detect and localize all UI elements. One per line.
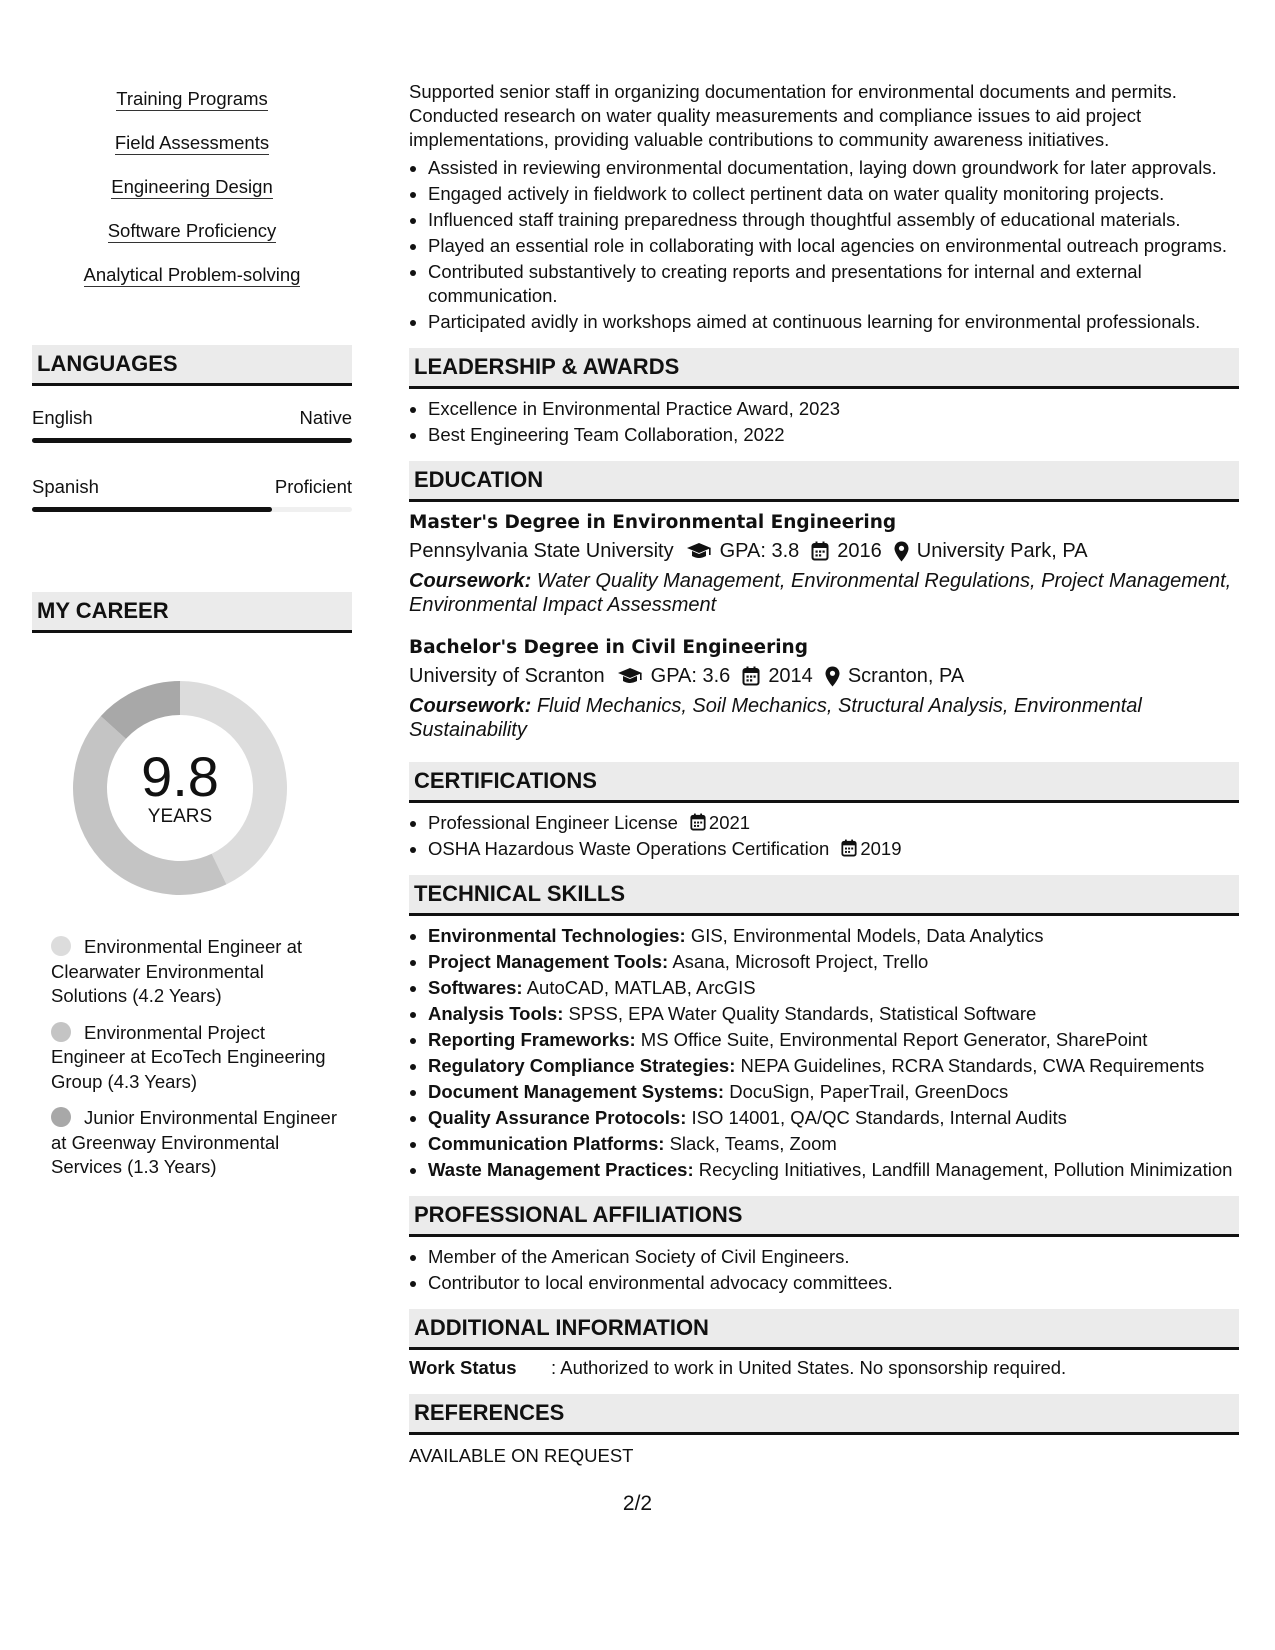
language-bar	[32, 438, 352, 443]
skill-category: Project Management Tools:	[428, 951, 669, 972]
graduation-year: 2014	[768, 665, 813, 687]
list-item: • Excellence in Environmental Practice Award, 2023	[428, 397, 1239, 421]
list-item: • Played an essential role in collaborating with local agencies on environmental outreach programs.	[428, 234, 1239, 258]
skills-list	[32, 88, 352, 308]
skill-category: Reporting Frameworks:	[428, 1029, 636, 1050]
degree-title: Master's Degree in Environmental Engineering	[409, 512, 897, 533]
graduation-cap-icon	[617, 667, 643, 685]
list-item: • Assisted in reviewing environmental documentation, laying down groundwork for later approvals.	[428, 156, 1239, 180]
language-level: Native	[299, 407, 352, 428]
skill-values: MS Office Suite, Environmental Report Generator, SharePoint	[640, 1029, 1148, 1050]
donut-center	[65, 673, 295, 903]
school-location: University Park, PA	[916, 540, 1088, 562]
education-entry	[409, 635, 1239, 742]
list-item: • Influenced staff training preparedness through thoughtful assembly of educational materials.	[428, 208, 1239, 232]
education-heading: EDUCATION	[409, 461, 1239, 502]
leadership-heading: LEADERSHIP & AWARDS	[409, 348, 1239, 389]
skill-category: Analysis Tools:	[428, 1003, 564, 1024]
career-heading: MY CAREER	[32, 592, 352, 633]
certification-year: 2019	[860, 838, 902, 859]
references-heading: REFERENCES	[409, 1394, 1239, 1435]
skill-item: Engineering Design	[111, 176, 273, 197]
coursework	[409, 569, 1239, 617]
additional-info-heading: ADDITIONAL INFORMATION	[409, 1309, 1239, 1350]
career-legend-item	[51, 1021, 341, 1095]
coursework-text: Fluid Mechanics, Soil Mechanics, Structural Analysis, Environmental Sustainability	[409, 695, 1142, 741]
legend-dot	[51, 1107, 71, 1127]
technical-skills-section	[409, 875, 1239, 1182]
location-pin-icon	[825, 666, 840, 687]
calendar-icon	[841, 839, 857, 857]
school-name: University of Scranton	[409, 665, 605, 687]
education-entry	[409, 510, 1239, 617]
skill-category: Softwares:	[428, 977, 523, 998]
language-row	[32, 407, 352, 429]
languages-section	[32, 345, 352, 512]
skill-category: Communication Platforms:	[428, 1133, 665, 1154]
language-bar-fill	[32, 438, 352, 443]
technical-skills-list	[409, 924, 1239, 1182]
career-legend	[32, 935, 341, 1180]
experience-summary: Supported senior staff in organizing documentation for environmental documents and permits. Conducted research on water quality measurements and compliance issues to aid project implementations, providing valuable contributions to community awareness initiatives.	[409, 81, 1177, 150]
page-number: 2/2	[622, 1492, 653, 1515]
list-item: • Participated avidly in workshops aimed at continuous learning for environmental professionals.	[428, 310, 1239, 334]
coursework-text: Water Quality Management, Environmental Regulations, Project Management, Environmental Impact Assessment	[409, 570, 1232, 616]
certification-year: 2021	[708, 812, 751, 833]
language-row	[32, 476, 352, 498]
work-status-value: : Authorized to work in United States. No sponsorship required.	[551, 1357, 1067, 1378]
skill-category: Regulatory Compliance Strategies:	[428, 1055, 736, 1076]
career-years-unit: YEARS	[147, 806, 213, 827]
language-name: Spanish	[32, 476, 99, 497]
skill-item: Field Assessments	[114, 132, 270, 153]
technical-skills-heading: TECHNICAL SKILLS	[409, 875, 1239, 916]
gpa: GPA: 3.6	[650, 665, 731, 687]
references-text: AVAILABLE ON REQUEST	[409, 1445, 634, 1466]
career-legend-item	[51, 935, 341, 1009]
certifications-section	[409, 762, 1239, 861]
legend-dot	[51, 936, 71, 956]
career-years-total: 9.8	[141, 745, 219, 808]
work-status-row	[409, 1356, 1239, 1380]
graduation-year: 2016	[837, 540, 882, 562]
skill-item: Analytical Problem-solving	[83, 264, 301, 285]
education-meta	[409, 661, 1239, 691]
calendar-icon	[811, 541, 829, 561]
location-pin-icon	[894, 541, 909, 562]
list-item	[428, 1132, 1239, 1156]
skill-values: DocuSign, PaperTrail, GreenDocs	[729, 1081, 1009, 1102]
language-bar	[32, 507, 352, 512]
list-item	[428, 1054, 1239, 1078]
education-meta	[409, 536, 1239, 566]
gpa: GPA: 3.8	[719, 540, 800, 562]
coursework-label: Coursework:	[409, 570, 532, 592]
list-item	[428, 1080, 1239, 1104]
skill-values: Slack, Teams, Zoom	[669, 1133, 837, 1154]
list-item	[428, 976, 1239, 1000]
leadership-list	[409, 397, 1239, 447]
career-section	[32, 592, 352, 1192]
list-item	[428, 811, 1239, 835]
skill-category: Environmental Technologies:	[428, 925, 686, 946]
language-bar-fill	[32, 507, 272, 512]
list-item: • Member of the American Society of Civil Engineers.	[428, 1245, 1239, 1269]
experience-bullets	[409, 156, 1239, 334]
list-item	[428, 924, 1239, 948]
skill-category: Waste Management Practices:	[428, 1159, 694, 1180]
skill-item: Software Proficiency	[107, 220, 277, 241]
career-donut-chart	[65, 673, 295, 903]
skill-values: ISO 14001, QA/QC Standards, Internal Audits	[691, 1107, 1067, 1128]
career-legend-label: Environmental Engineer at Clearwater Environmental Solutions (4.2 Years)	[51, 936, 303, 1006]
skill-values: GIS, Environmental Models, Data Analytics	[690, 925, 1044, 946]
leadership-section	[409, 348, 1239, 447]
list-item: • Best Engineering Team Collaboration, 2022	[428, 423, 1239, 447]
languages-heading: LANGUAGES	[32, 345, 352, 386]
skill-values: Asana, Microsoft Project, Trello	[672, 951, 929, 972]
references-section	[409, 1394, 1239, 1467]
additional-info-section	[409, 1309, 1239, 1380]
skill-values: AutoCAD, MATLAB, ArcGIS	[526, 977, 756, 998]
right-column	[409, 80, 1239, 1467]
certification-name: Professional Engineer License	[428, 812, 678, 833]
affiliations-heading: PROFESSIONAL AFFILIATIONS	[409, 1196, 1239, 1237]
list-item	[428, 950, 1239, 974]
school-location: Scranton, PA	[847, 665, 965, 687]
list-item: • Engaged actively in fieldwork to collect pertinent data on water quality monitoring projects.	[428, 182, 1239, 206]
skill-item: Training Programs	[116, 88, 268, 109]
list-item: • Contributor to local environmental advocacy committees.	[428, 1271, 1239, 1295]
skill-category: Quality Assurance Protocols:	[428, 1107, 687, 1128]
coursework	[409, 694, 1239, 742]
coursework-label: Coursework:	[409, 695, 532, 717]
list-item	[428, 1158, 1239, 1182]
certification-name: OSHA Hazardous Waste Operations Certification	[428, 838, 830, 859]
affiliations-list	[409, 1245, 1239, 1295]
skill-category: Document Management Systems:	[428, 1081, 725, 1102]
education-section	[409, 461, 1239, 742]
career-legend-label: Environmental Project Engineer at EcoTech Engineering Group (4.3 Years)	[51, 1021, 326, 1092]
school-name: Pennsylvania State University	[409, 540, 674, 562]
certifications-heading: CERTIFICATIONS	[409, 762, 1239, 803]
list-item	[428, 1106, 1239, 1130]
work-status-label: Work Status	[409, 1357, 517, 1378]
calendar-icon	[690, 813, 706, 831]
affiliations-section	[409, 1196, 1239, 1295]
legend-dot	[51, 1022, 71, 1042]
list-item	[428, 1028, 1239, 1052]
skill-values: Recycling Initiatives, Landfill Management, Pollution Minimization	[698, 1159, 1233, 1180]
skill-values: NEPA Guidelines, RCRA Standards, CWA Requirements	[740, 1055, 1205, 1076]
degree-title: Bachelor's Degree in Civil Engineering	[409, 637, 808, 658]
language-name: English	[32, 407, 93, 428]
career-legend-item	[51, 1106, 341, 1180]
list-item	[428, 837, 1239, 861]
language-level: Proficient	[274, 476, 352, 497]
list-item: • Contributed substantively to creating reports and presentations for internal and external communication.	[428, 260, 1239, 308]
graduation-cap-icon	[686, 542, 712, 560]
list-item	[428, 1002, 1239, 1026]
career-legend-label: Junior Environmental Engineer at Greenway Environmental Services (1.3 Years)	[51, 1107, 337, 1177]
calendar-icon	[742, 666, 760, 686]
skill-values: SPSS, EPA Water Quality Standards, Statistical Software	[568, 1003, 1037, 1024]
certifications-list	[409, 811, 1239, 861]
